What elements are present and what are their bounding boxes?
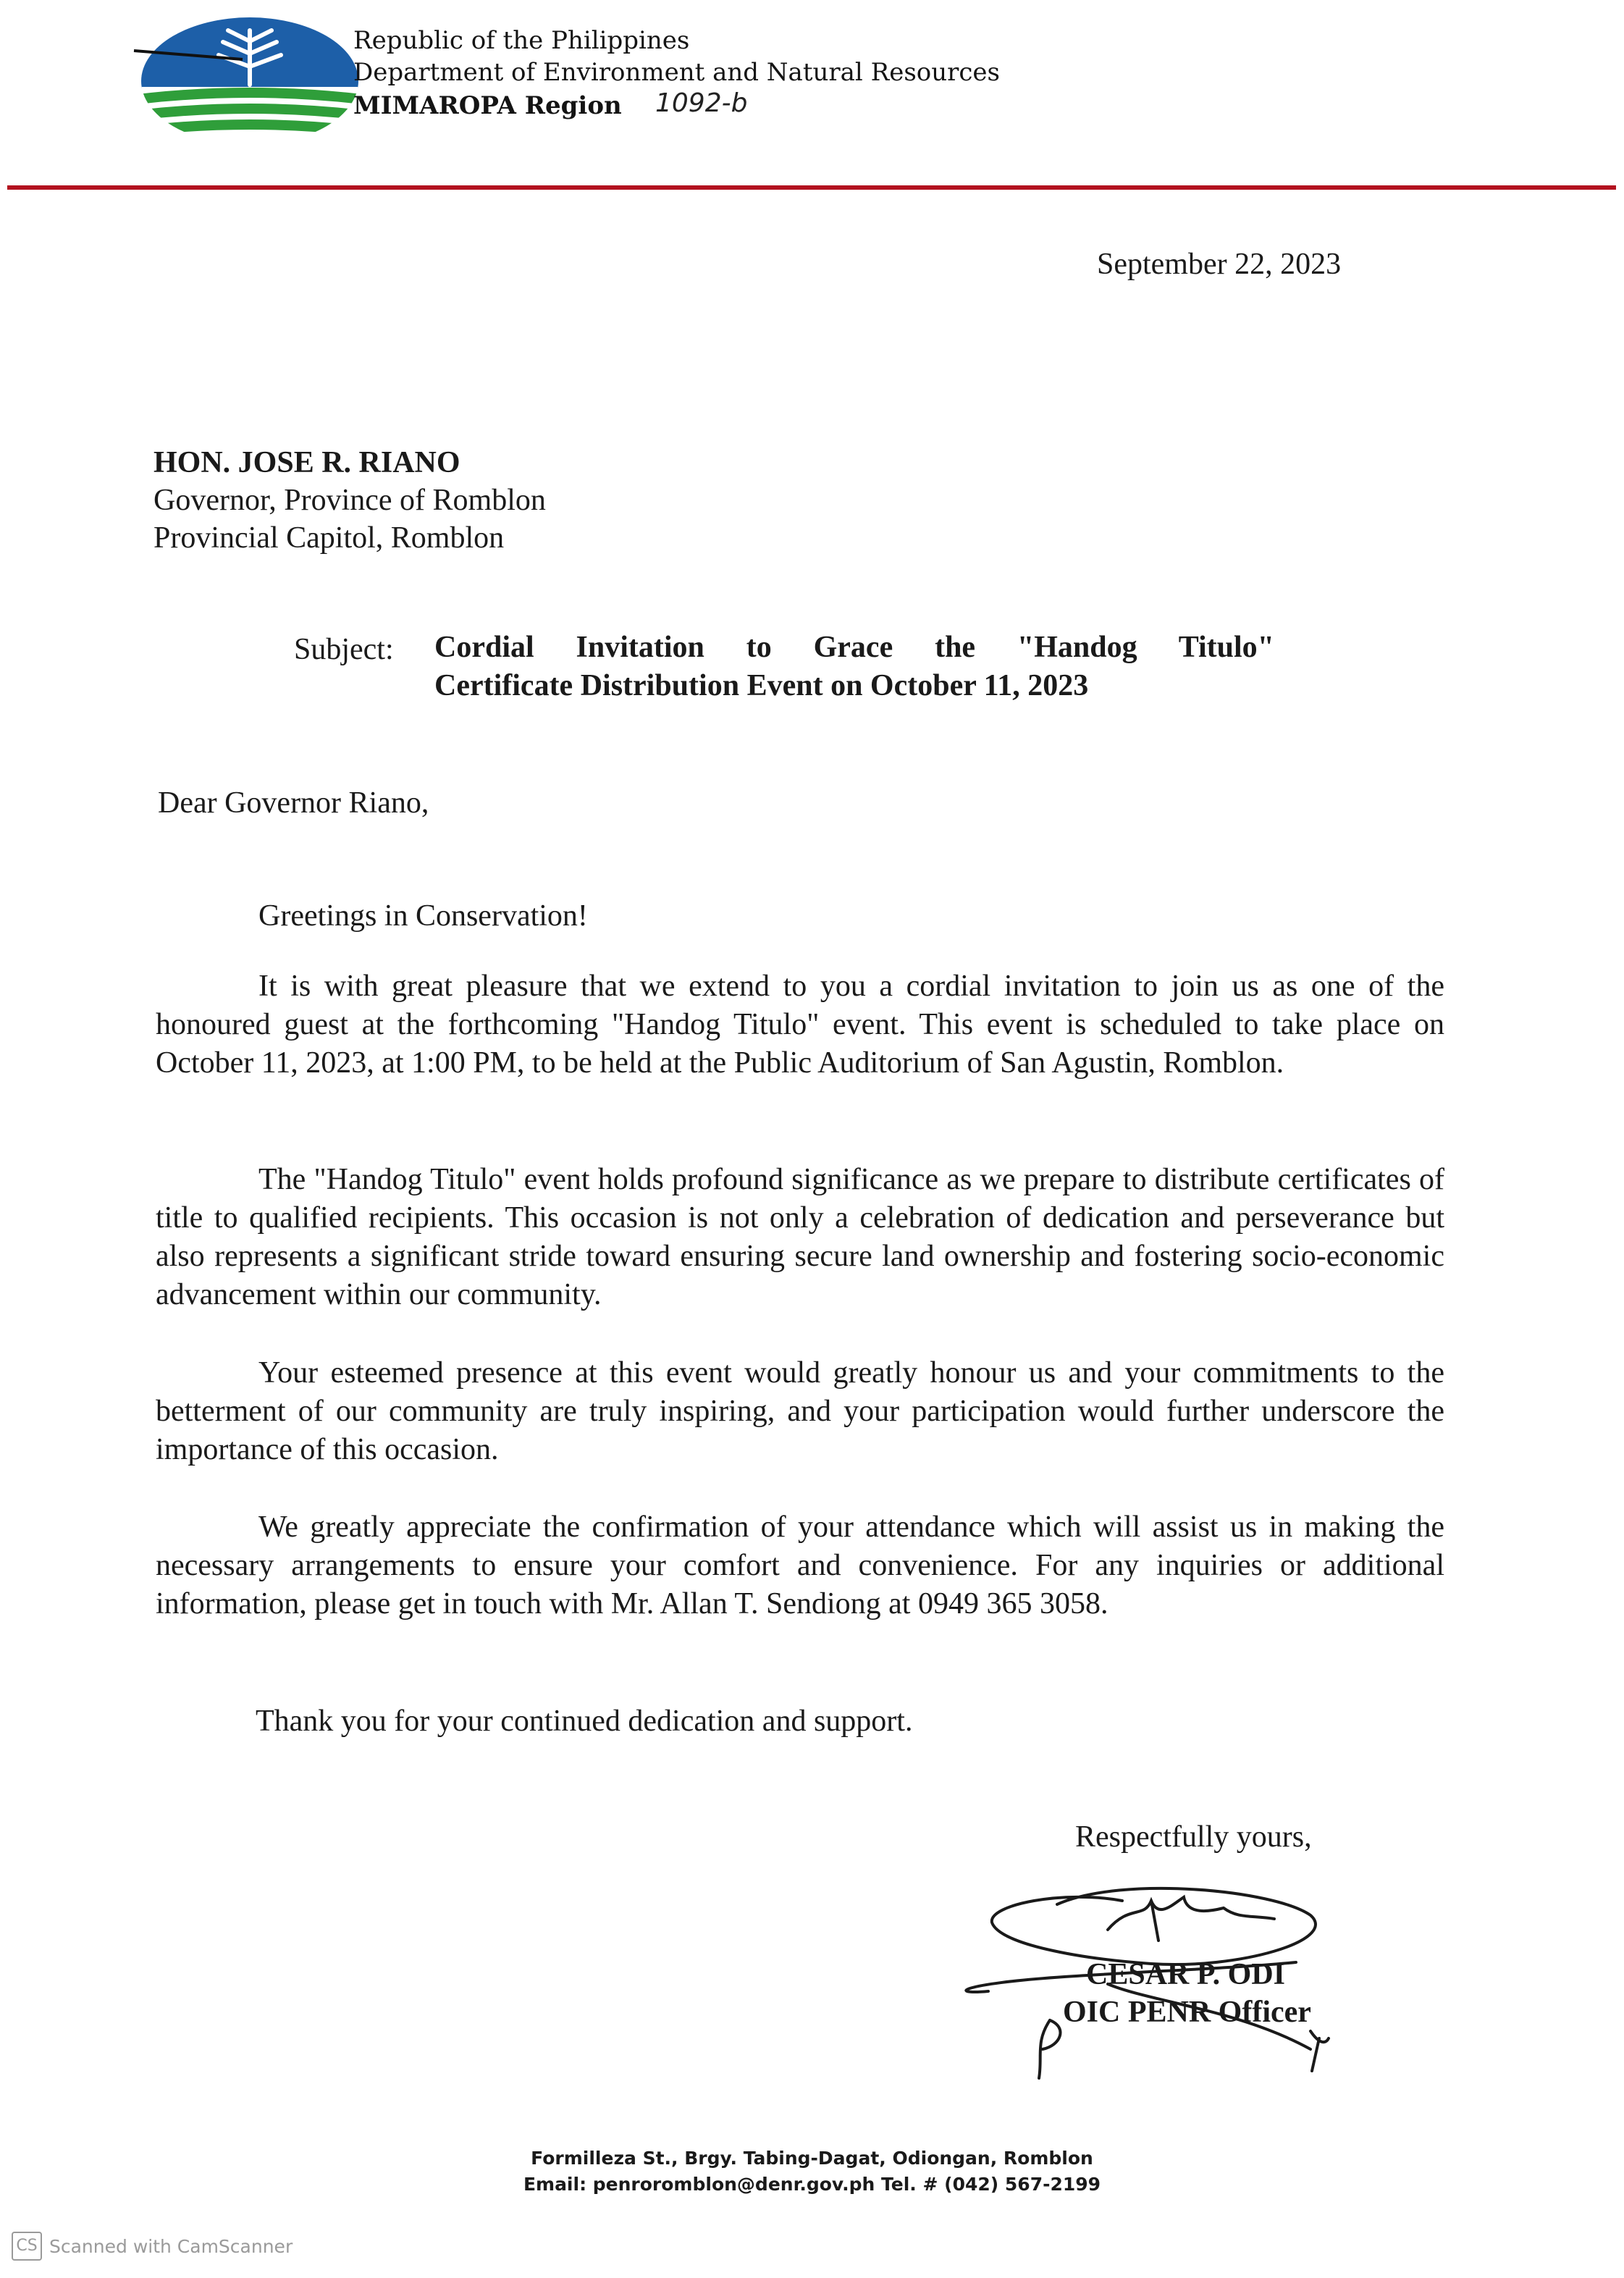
addressee-place: Provincial Capitol, Romblon <box>153 521 505 555</box>
subject-line-1: Cordial Invitation to Grace the "Handog Titulo" <box>434 631 1274 664</box>
body-paragraph: It is with great pleasure that we extend to you a cordial invitation to join us as one of the honoured guest at the forthcoming "Handog Titulo" event. This event is scheduled to take place on October 11, 2023, at 1:00 PM, to be held at the Public Auditorium of San Agustin, Romblon. <box>156 970 1444 1080</box>
signer-title: OIC PENR Officer <box>1063 1996 1311 2029</box>
addressee-title: Governor, Province of Romblon <box>153 484 546 517</box>
header-department: Department of Environment and Natural Resources <box>353 58 1000 87</box>
greeting: Greetings in Conservation! <box>258 899 588 933</box>
subject-label: Subject: <box>294 633 394 666</box>
body-paragraph: We greatly appreciate the confirmation of your attendance which will assist us in making the necessary arrangements to ensure your comfort and convenience. For any inquiries or additional information, please get in touch with Mr. Allan T. Sendiong at 0949 365 3058. <box>156 1510 1444 1621</box>
handwritten-note: 1092-b <box>655 88 748 118</box>
body-paragraph: Your esteemed presence at this event would greatly honour us and your commitments to the betterment of our community are truly inspiring, and your participation would further underscore the importance of this occasion. <box>156 1356 1444 1466</box>
body-paragraph: The "Handog Titulo" event holds profound significance as we prepare to distribute certificates of title to qualified recipients. This occasion is not only a celebration of dedication and perseverance but also represents a significant stride toward ensuring secure land ownership and fostering socio-economic advancement within our community. <box>156 1163 1444 1311</box>
scanner-watermark: Scanned with CamScanner <box>49 2236 293 2257</box>
subject-line-2: Certificate Distribution Event on October 11, 2023 <box>434 669 1089 702</box>
thanks-line: Thank you for your continued dedication and support. <box>256 1705 913 1738</box>
footer-contact: Email: penroromblon@denr.gov.ph Tel. # (042) 567-2199 <box>523 2174 1101 2195</box>
salutation: Dear Governor Riano, <box>158 786 429 820</box>
closing: Respectfully yours, <box>1075 1820 1312 1854</box>
letter-date: September 22, 2023 <box>1097 248 1342 281</box>
header-republic: Republic of the Philippines <box>353 26 690 55</box>
header-region: MIMAROPA Region <box>353 91 622 120</box>
addressee-name: HON. JOSE R. RIANO <box>153 446 460 479</box>
camscanner-icon: CS <box>12 2232 42 2261</box>
denr-logo-icon <box>123 9 362 146</box>
header-rule <box>7 185 1616 190</box>
signer-name: CESAR P. ODI <box>1086 1958 1286 1991</box>
footer-address: Formilleza St., Brgy. Tabing-Dagat, Odiongan, Romblon <box>531 2148 1093 2169</box>
